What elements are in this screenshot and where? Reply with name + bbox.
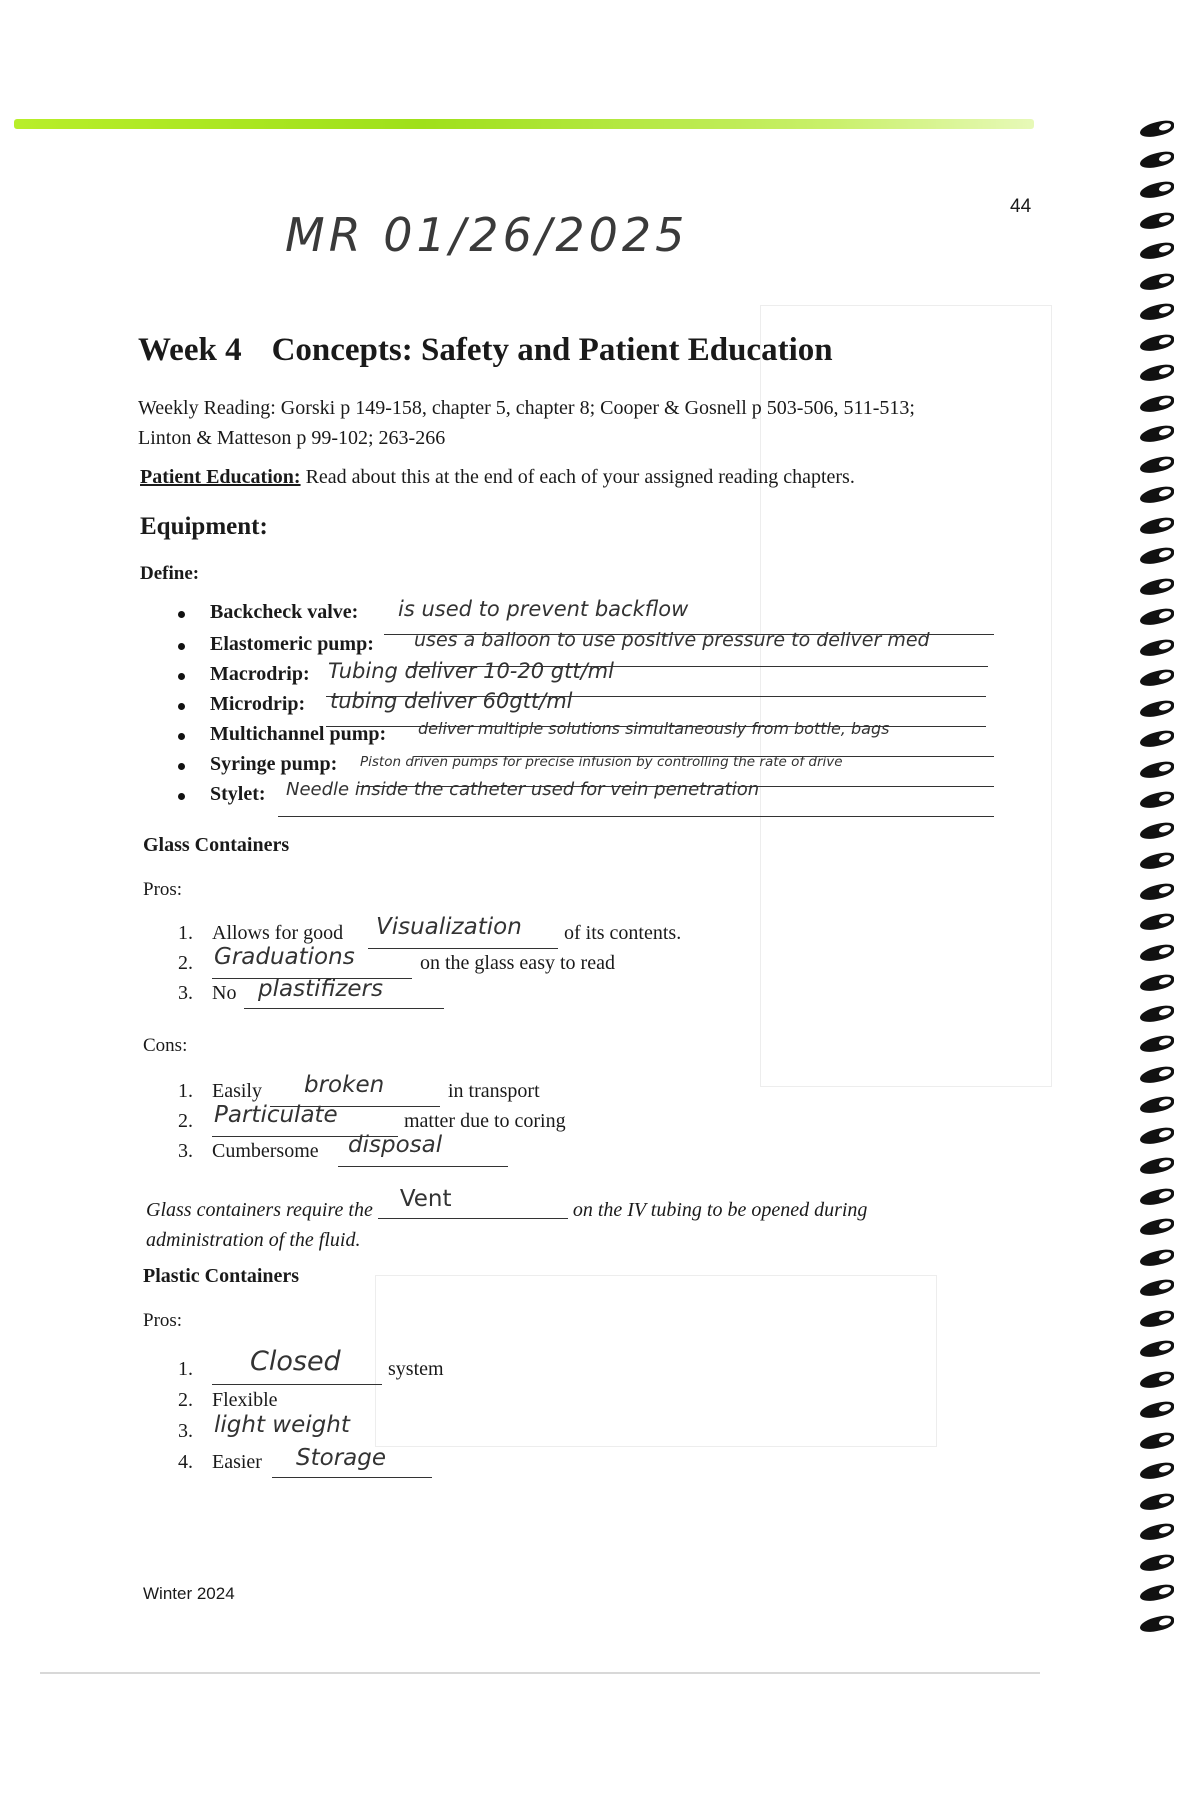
- bullet-icon: [178, 703, 185, 710]
- weekly-reading: [138, 393, 1058, 453]
- weekly-reading-line2: Linton & Matteson p 99-102; 263-266: [138, 427, 446, 449]
- spiral-ring: [1140, 759, 1174, 780]
- spiral-ring: [1140, 545, 1174, 566]
- answer-line: [338, 1166, 508, 1167]
- glass-con-answer: broken: [304, 1072, 385, 1098]
- spiral-ring: [1140, 728, 1174, 749]
- spiral-ring: [1140, 332, 1174, 353]
- spiral-ring: [1140, 1338, 1174, 1359]
- spiral-ring: [1140, 423, 1174, 444]
- title-concepts: Concepts: Safety and Patient Education: [271, 332, 833, 368]
- plastic-pros-label: Pros:: [143, 1310, 183, 1331]
- handwritten-header: MR 01/26/2025: [285, 208, 689, 262]
- bullet-icon: [178, 763, 185, 770]
- answer-line: [212, 1384, 382, 1385]
- spiral-ring: [1140, 1064, 1174, 1085]
- glass-con-answer: disposal: [348, 1132, 443, 1158]
- definition-answer: tubing deliver 60gtt/ml: [330, 689, 573, 713]
- answer-line: [378, 1218, 568, 1219]
- answer-line: [368, 948, 558, 949]
- page-number: 44: [1010, 196, 1032, 217]
- answer-line: [244, 1008, 444, 1009]
- green-highlight-stripe: [14, 119, 1034, 129]
- spiral-ring: [1140, 576, 1174, 597]
- patient-education: [140, 466, 855, 489]
- spiral-ring: [1140, 484, 1174, 505]
- glass-pros-label: Pros:: [143, 879, 183, 900]
- bullet-icon: [178, 643, 185, 650]
- definition-term: Stylet:: [210, 783, 266, 805]
- definition-answer: is used to prevent backflow: [398, 597, 689, 621]
- spiral-ring: [1140, 1430, 1174, 1451]
- glass-con-answer: Particulate: [214, 1102, 338, 1128]
- bullet-icon: [178, 793, 185, 800]
- spiral-ring: [1140, 1003, 1174, 1024]
- spiral-ring: [1140, 301, 1174, 322]
- spiral-ring: [1140, 1094, 1174, 1115]
- spiral-ring: [1140, 240, 1174, 261]
- answer-line: [272, 1477, 432, 1478]
- definition-term: Syringe pump:: [210, 753, 338, 775]
- bullet-icon: [178, 673, 185, 680]
- spiral-ring: [1140, 271, 1174, 292]
- definition-answer: Tubing deliver 10-20 gtt/ml: [328, 659, 614, 683]
- spiral-binding: [1130, 110, 1200, 1670]
- equipment-heading: Equipment:: [140, 513, 268, 540]
- spiral-ring: [1140, 942, 1174, 963]
- spiral-ring: [1140, 1247, 1174, 1268]
- spiral-ring: [1140, 1308, 1174, 1329]
- spiral-ring: [1140, 1125, 1174, 1146]
- definition-answer: deliver multiple solutions simultaneously from bottle, bags: [418, 719, 890, 738]
- vent-answer: Vent: [399, 1186, 452, 1212]
- bleed-through-figure: [375, 1275, 937, 1447]
- spiral-ring: [1140, 911, 1174, 932]
- definition-term: Macrodrip:: [210, 663, 310, 685]
- spiral-ring: [1140, 1491, 1174, 1512]
- plastic-pro-answer: light weight: [214, 1412, 350, 1438]
- spiral-ring: [1140, 1521, 1174, 1542]
- spiral-ring: [1140, 1552, 1174, 1573]
- plastic-pro-answer: Storage: [296, 1445, 386, 1471]
- definition-term: Backcheck valve:: [210, 601, 359, 623]
- glass-pro-answer: plastifizers: [258, 976, 383, 1002]
- spiral-ring: [1140, 820, 1174, 841]
- footer-term: Winter 2024: [143, 1584, 235, 1603]
- definition-answer: uses a balloon to use positive pressure to deliver med: [414, 629, 930, 651]
- spiral-ring: [1140, 1460, 1174, 1481]
- plastic-containers-heading: Plastic Containers: [143, 1265, 300, 1287]
- spiral-ring: [1140, 393, 1174, 414]
- spiral-ring: [1140, 515, 1174, 536]
- definition-answer: Piston driven pumps for precise infusion by controlling the rate of drive: [360, 754, 843, 770]
- bullet-icon: [178, 611, 185, 618]
- page-edge-shadow: [40, 1672, 1040, 1674]
- spiral-ring: [1140, 1399, 1174, 1420]
- spiral-ring: [1140, 698, 1174, 719]
- glass-containers-heading: Glass Containers: [143, 834, 290, 856]
- spiral-ring: [1140, 1155, 1174, 1176]
- spiral-ring: [1140, 179, 1174, 200]
- spiral-ring: [1140, 1186, 1174, 1207]
- spiral-ring: [1140, 972, 1174, 993]
- bullet-icon: [178, 733, 185, 740]
- definition-answer: Needle inside the catheter used for vein penetration: [286, 779, 760, 800]
- spiral-ring: [1140, 1369, 1174, 1390]
- definition-term: Multichannel pump:: [210, 723, 387, 745]
- notebook-page: 44 MR 01/26/2025 Week 4 Concepts: Safety and Patient Education Weekly Reading: Gorski p 149-158, chapter 5, chapter 8; Cooper & Gosnell p 503-506, 511-513; Linton & Matteson p 99-102; 263-266 Patient Education: Read about this at the end of each of your assigned reading chapters. Equipment: Define: Backcheck valve: is used to prevent backflow Elastomeric pump: uses a balloon to use positive pressure to deliver med Macrodrip: Tubing deliver 10-20 gtt/ml Microdrip: tubing deliver 60gtt/ml Multichannel pump: deliver multiple solutions simultaneously from bottle, bags Syringe pump: Piston driven pumps for precise infusion by controlling the rate of drive Stylet: Needle inside the catheter used for vein penetration Glass Containers Pros: 1. Allows for good Visualization of its contents. 2. Graduations on the glass easy to read 3. No plastifizers Cons: 1. Easily broken in transport 2. Particulate matter due to coring 3. Cumbersome disposal Glass containers require the Vent on the IV tubing to be opened during administration of the fluid. Plastic Containers Pros: 1. Closed system 2. Flexible 3. light weight 4. Easier Storage Winter 2024: [0, 0, 1200, 1800]
- spiral-ring: [1140, 210, 1174, 231]
- spiral-ring: [1140, 454, 1174, 475]
- spiral-ring: [1140, 149, 1174, 170]
- spiral-ring: [1140, 637, 1174, 658]
- spiral-ring: [1140, 667, 1174, 688]
- spiral-ring: [1140, 1216, 1174, 1237]
- spiral-ring: [1140, 1613, 1174, 1634]
- glass-pro-answer: Visualization: [376, 914, 522, 940]
- definition-term: Elastomeric pump:: [210, 633, 374, 655]
- definition-term: Microdrip:: [210, 693, 306, 715]
- patient-education-text: Read about this at the end of each of your assigned reading chapters.: [305, 466, 855, 488]
- define-label: Define:: [140, 563, 200, 584]
- spiral-ring: [1140, 850, 1174, 871]
- spiral-ring: [1140, 1582, 1174, 1603]
- spiral-ring: [1140, 118, 1174, 139]
- spiral-ring: [1140, 606, 1174, 627]
- title-week: Week 4: [138, 332, 242, 368]
- glass-cons-label: Cons:: [143, 1035, 188, 1056]
- weekly-reading-line1: Weekly Reading: Gorski p 149-158, chapter 5, chapter 8; Cooper & Gosnell p 503-506, 511-513;: [138, 397, 915, 419]
- answer-line: [278, 816, 994, 817]
- glass-vent-note: Glass containers require the Vent on the IV tubing to be opened during administration of the fluid.: [146, 1186, 868, 1251]
- spiral-ring: [1140, 1033, 1174, 1054]
- spiral-ring: [1140, 881, 1174, 902]
- glass-pro-answer: Graduations: [214, 944, 355, 970]
- patient-education-label: Patient Education:: [140, 466, 301, 488]
- page-title: [138, 332, 833, 369]
- spiral-ring: [1140, 789, 1174, 810]
- spiral-ring: [1140, 362, 1174, 383]
- spiral-ring: [1140, 1277, 1174, 1298]
- answer-blank: [378, 1186, 568, 1216]
- plastic-pro-answer: Closed: [250, 1346, 341, 1377]
